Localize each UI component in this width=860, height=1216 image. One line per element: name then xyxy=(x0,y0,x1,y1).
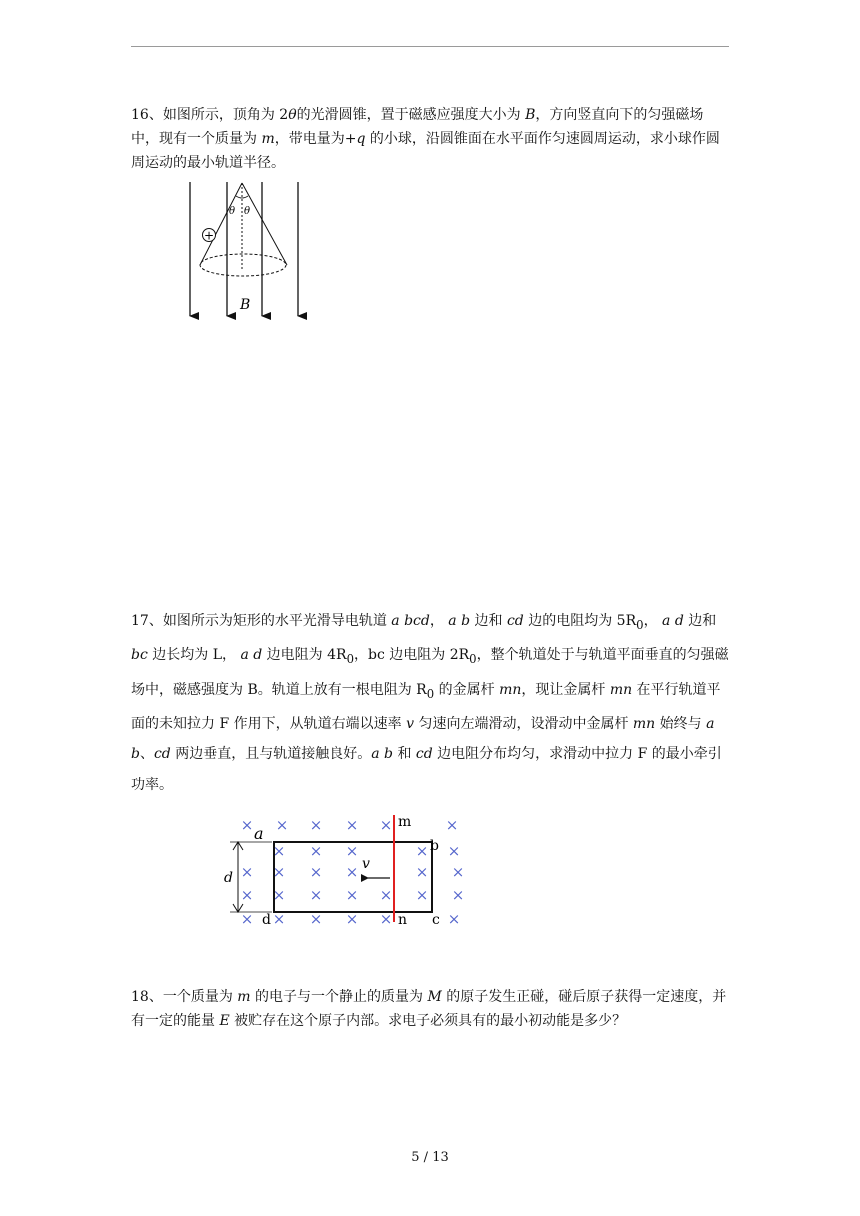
question-17-text: 17、如图所示为矩形的水平光滑导电轨道 a bcd， a b 边和 cd 边的电阻均为 $5R_0$， a d 边和 bc 边长均为 L， a d 边电阻为 $4R_0$，bc 边电阻为 $2R_0$，整个轨道处于与轨道平面垂直的匀强磁场中，磁感强度为 B。轨道上放有一根电阻为 $R_0$ 的金属杆 mn，现让金属杆 mn 在平行轨道平面的未知拉力 F 作用下，从轨道右端以速率 v 匀速向左端滑动，设滑动中金属杆 mn 始终与 a b、cd 两边垂直，且与轨道接触良好。a b 和 cd 边电阻分布均匀，求滑动中拉力 F 的最小牵引功率。 xyxy=(131,613,729,793)
corner-label-c: c xyxy=(432,912,440,928)
field-cross-mark: × xyxy=(445,816,459,834)
field-label-B: B xyxy=(240,297,251,313)
cone-in-magnetic-field-figure xyxy=(180,178,310,324)
field-cross-mark: × xyxy=(309,886,323,904)
total-pages: 13 xyxy=(432,1150,449,1165)
side-label-d: d xyxy=(224,870,233,886)
field-cross-mark: × xyxy=(451,863,465,881)
field-cross-mark: × xyxy=(309,910,323,928)
field-cross-mark: × xyxy=(345,816,359,834)
cone-base-ellipse xyxy=(200,254,286,276)
field-cross-mark: × xyxy=(345,910,359,928)
magnetic-field-lines xyxy=(190,182,298,316)
current-page: 5 xyxy=(411,1150,420,1165)
corner-label-d: d xyxy=(262,912,271,928)
field-cross-mark: × xyxy=(240,816,254,834)
field-cross-mark: × xyxy=(272,910,286,928)
corner-label-b: b xyxy=(430,838,439,854)
field-cross-mark: × xyxy=(451,886,465,904)
field-cross-mark: × xyxy=(415,842,429,860)
field-cross-mark: × xyxy=(415,886,429,904)
field-cross-mark: × xyxy=(379,910,393,928)
rod-label-m: m xyxy=(398,814,412,830)
page-number xyxy=(0,1150,860,1165)
field-cross-mark: × xyxy=(447,910,461,928)
cone-right-edge xyxy=(242,183,287,265)
field-cross-mark: × xyxy=(240,910,254,928)
velocity-label-v: v xyxy=(362,856,370,872)
field-cross-mark: × xyxy=(379,886,393,904)
field-cross-mark: × xyxy=(275,816,289,834)
field-cross-mark: × xyxy=(345,886,359,904)
field-cross-mark: × xyxy=(240,863,254,881)
question-16-number: 16、 xyxy=(131,107,163,123)
corner-label-a: a xyxy=(254,824,264,843)
question-18-text: 18、一个质量为 m 的电子与一个静止的质量为 M 的原子发生正碰，碰后原子获得一定速度，并有一定的能量 E 被贮存在这个原子内部。求电子必须具有的最小初动能是多少？ xyxy=(131,989,727,1029)
field-cross-mark: × xyxy=(272,842,286,860)
rail-in-magnetic-field-figure xyxy=(222,810,472,932)
question-17-number: 17、 xyxy=(131,613,163,629)
header-rule xyxy=(131,46,729,47)
question-18-number: 18、 xyxy=(131,989,163,1005)
charged-ball xyxy=(203,229,216,243)
field-cross-mark: × xyxy=(272,886,286,904)
rod-label-n: n xyxy=(398,912,408,928)
field-cross-mark: × xyxy=(309,863,323,881)
page-separator: / xyxy=(423,1150,429,1165)
field-cross-mark: × xyxy=(272,863,286,881)
field-cross-mark: × xyxy=(447,842,461,860)
field-cross-mark: × xyxy=(379,816,393,834)
positive-charge-symbol: + xyxy=(203,228,215,243)
theta-left-label: θ xyxy=(229,206,236,217)
field-cross-mark: × xyxy=(309,816,323,834)
cone-left-edge xyxy=(200,183,242,265)
theta-right-label: θ xyxy=(244,206,251,217)
question-16-text: 16、如图所示，顶角为 2θ的光滑圆锥，置于磁感应强度大小为 B，方向竖直向下的匀强磁场中，现有一个质量为 m，带电量为+q 的小球，沿圆锥面在水平面作匀速圆周运动，求小球作圆周运动的最小轨道半径。 xyxy=(131,107,720,171)
field-cross-mark: × xyxy=(309,842,323,860)
field-cross-mark: × xyxy=(240,886,254,904)
field-cross-mark: × xyxy=(415,863,429,881)
field-cross-mark: × xyxy=(345,863,359,881)
field-cross-mark: × xyxy=(345,842,359,860)
